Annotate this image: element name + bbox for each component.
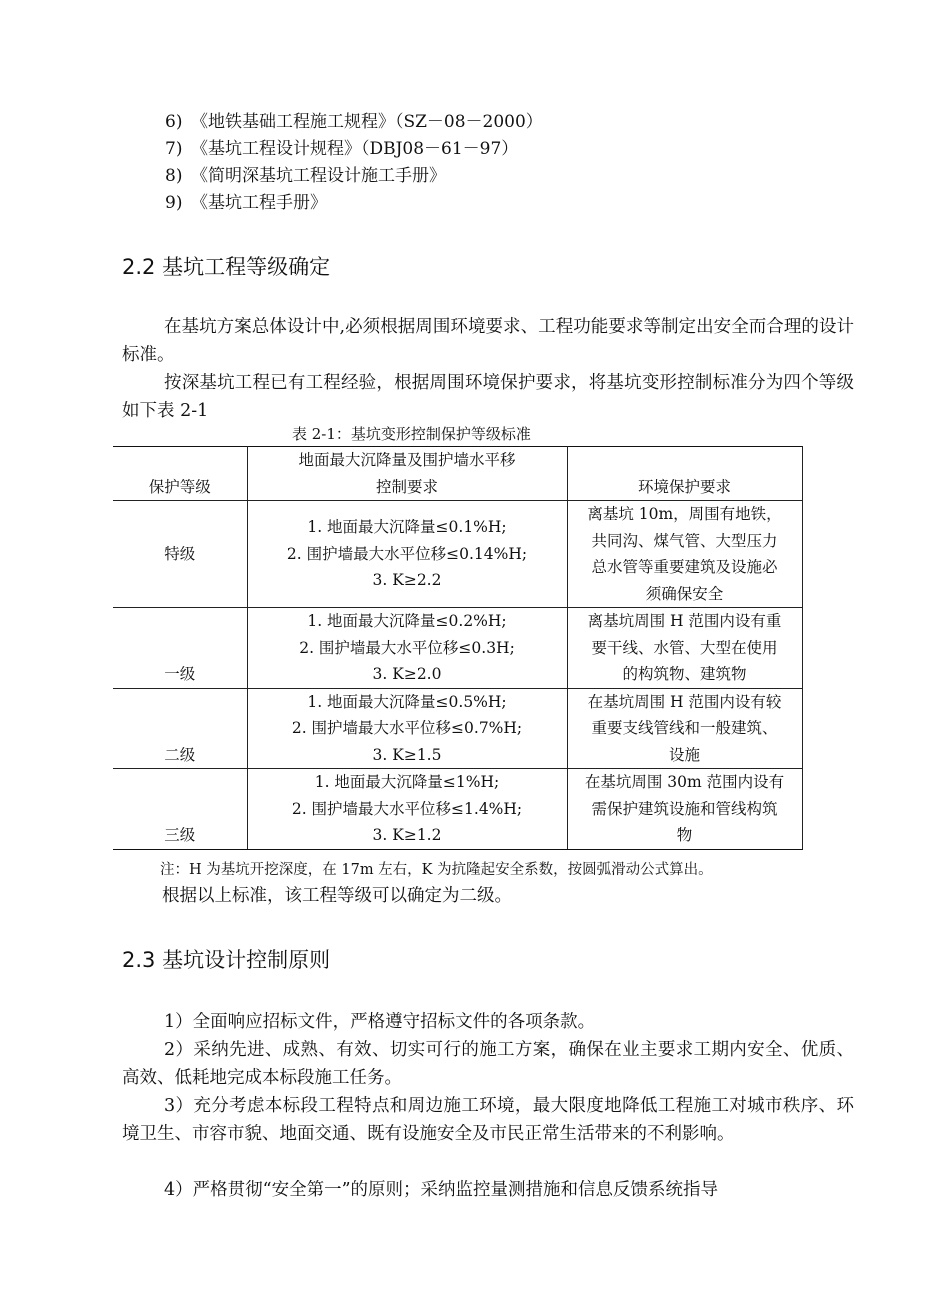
section-heading: 2.3 基坑设计控制原则 — [122, 948, 331, 972]
requirement-cell — [247, 501, 567, 608]
header-level: 保护等级 — [113, 447, 247, 501]
reference-item: 9) 《基坑工程手册》 — [165, 193, 327, 213]
header-requirement-line: 地面最大沉降量及围护墙水平移 — [298, 451, 516, 469]
environment-line: 的构筑物、建筑物 — [622, 665, 747, 683]
reference-item: 6) 《地铁基础工程施工规程》（SZ－08－2000） — [165, 112, 543, 132]
protection-grade-table — [113, 446, 803, 850]
reference-item: 7) 《基坑工程设计规程》（DBJ08－61－97） — [165, 139, 519, 159]
requirement-line: 2. 围护墙最大水平位移≤0.7%H; — [291, 719, 523, 737]
environment-cell — [567, 608, 802, 689]
requirement-line: 2. 围护墙最大水平位移≤1.4%H; — [291, 799, 523, 818]
level-cell: 二级 — [113, 688, 247, 769]
header-requirement — [247, 447, 567, 501]
principle-item: 1）全面响应招标文件，严格遵守招标文件的各项条款。 — [164, 1012, 596, 1032]
environment-cell — [567, 501, 802, 608]
paragraph: 按深基坑工程已有工程经验，根据周围环境保护要求，将基坑变形控制标准分为四个等级如下表 2-1 — [122, 373, 854, 421]
reference-item: 8) 《简明深基坑工程设计施工手册》 — [165, 166, 446, 186]
requirement-line: 1. 地面最大沉降量≤0.2%H; — [307, 612, 507, 630]
principle-item: 4）严格贯彻“安全第一”的原则；采纳监控量测措施和信息反馈系统指导 — [164, 1180, 719, 1200]
level-cell: 三级 — [113, 769, 247, 850]
principle-item: 2）采纳先进、成熟、有效、切实可行的施工方案，确保在业主要求工期内安全、优质、高效、低耗地完成本标段施工任务。 — [122, 1040, 854, 1088]
environment-cell — [567, 769, 802, 850]
requirement-line: 3. K≥1.5 — [372, 745, 442, 764]
environment-line: 在基坑周围 H 范围内设有较 — [587, 692, 782, 711]
requirement-cell — [247, 688, 567, 769]
level-cell: 特级 — [113, 501, 247, 608]
requirement-line: 1. 地面最大沉降量≤0.5%H; — [307, 692, 507, 711]
level-cell: 一级 — [113, 608, 247, 689]
environment-line: 物 — [676, 826, 693, 844]
requirement-line: 2. 围护墙最大水平位移≤0.14%H; — [286, 544, 528, 563]
table-header-row — [113, 447, 802, 501]
principle-item: 3）充分考虑本标段工程特点和周边施工环境，最大限度地降低工程施工对城市秩序、环境卫生、市容市貌、地面交通、既有设施安全及市民正常生活带来的不利影响。 — [122, 1096, 854, 1144]
table-row — [113, 769, 802, 850]
environment-line: 设施 — [668, 745, 700, 764]
conclusion-text: 根据以上标准，该工程等级可以确定为二级。 — [162, 886, 512, 906]
header-requirement-line: 控制要求 — [375, 477, 438, 496]
requirement-line: 1. 地面最大沉降量≤1%H; — [314, 773, 500, 791]
environment-line: 总水管等重要建筑及设施必 — [591, 558, 778, 576]
requirement-line: 3. K≥2.2 — [372, 571, 442, 590]
environment-line: 需保护建筑设施和管线构筑 — [591, 799, 778, 818]
environment-line: 须确保安全 — [645, 584, 724, 603]
environment-line: 重要支线管线和一般建筑、 — [591, 719, 778, 737]
table-row — [113, 608, 802, 689]
environment-cell — [567, 688, 802, 769]
requirement-line: 1. 地面最大沉降量≤0.1%H; — [307, 518, 507, 537]
environment-line: 离基坑周围 H 范围内设有重 — [587, 612, 782, 630]
requirement-line: 2. 围护墙最大水平位移≤0.3H; — [299, 638, 515, 657]
environment-line: 要干线、水管、大型在使用 — [591, 638, 778, 657]
section-heading: 2.2 基坑工程等级确定 — [122, 255, 331, 279]
requirement-cell — [247, 608, 567, 689]
requirement-line: 3. K≥1.2 — [372, 826, 442, 844]
table-note: 注：H 为基坑开挖深度，在 17m 左右，K 为抗隆起安全系数，按圆弧滑动公式算出。 — [160, 862, 713, 878]
table-caption: 表 2-1：基坑变形控制保护等级标准 — [292, 425, 531, 443]
paragraph: 在基坑方案总体设计中,必须根据周围环境要求、工程功能要求等制定出安全而合理的设计标准。 — [122, 317, 854, 365]
table-row — [113, 501, 802, 608]
environment-line: 在基坑周围 30m 范围内设有 — [584, 773, 785, 791]
header-environment: 环境保护要求 — [567, 447, 802, 501]
table-row — [113, 688, 802, 769]
requirement-line: 3. K≥2.0 — [372, 665, 442, 683]
environment-line: 离基坑 10m，周围有地铁， — [587, 505, 782, 523]
requirement-cell — [247, 769, 567, 850]
environment-line: 共同沟、煤气管、大型压力 — [591, 531, 778, 550]
